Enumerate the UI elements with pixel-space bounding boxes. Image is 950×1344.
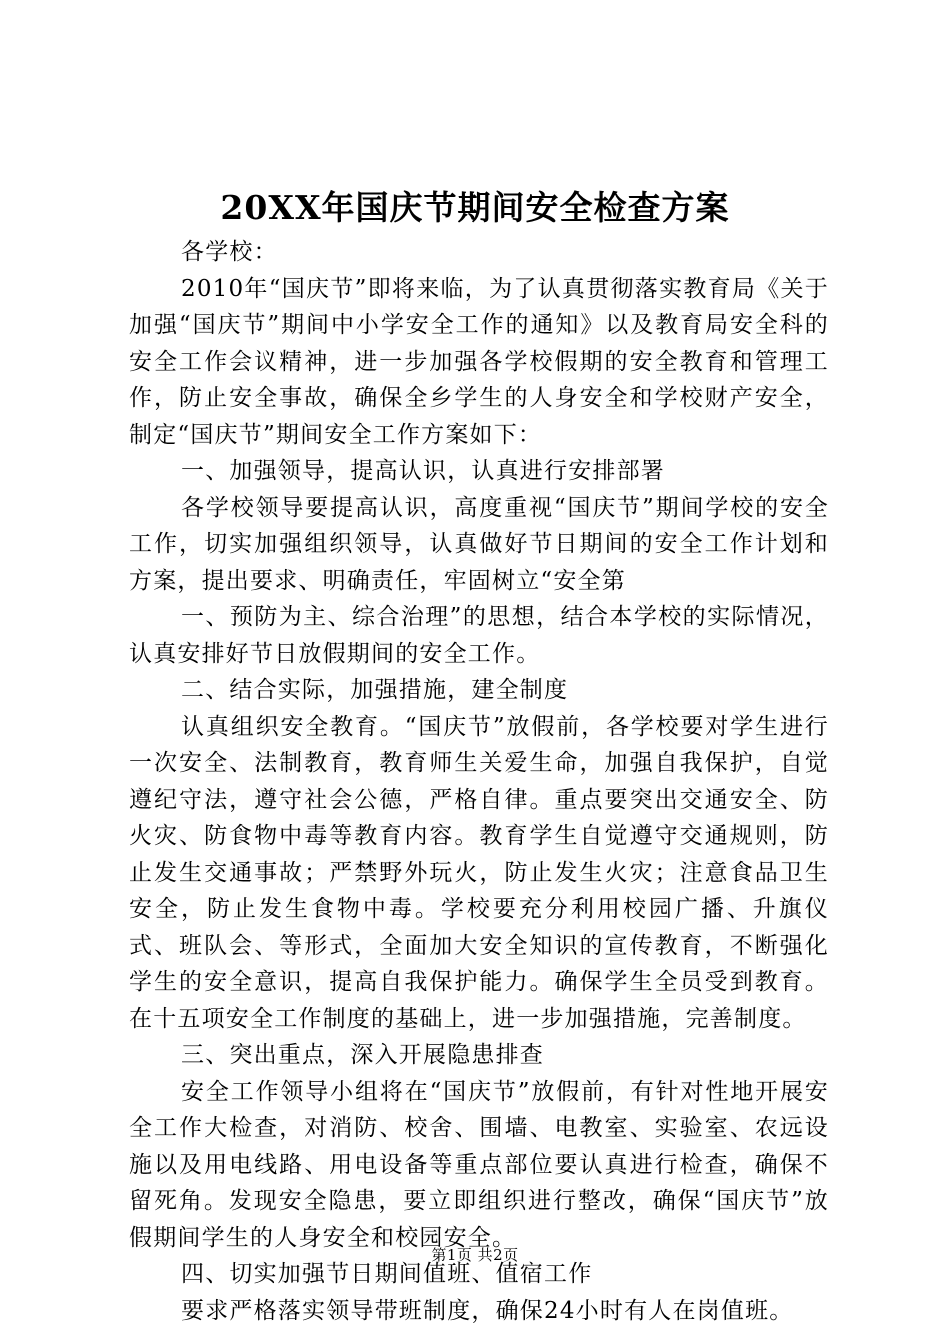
section-2-paragraph: 认真组织安全教育。“国庆节”放假前，各学校要对学生进行一次安全、法制教育，教育师生关爱生命，加强自我保护，自觉遵纪守法，遵守社会公德，严格自律。重点要突出交通安全、防火灾、防食物中毒等教育内容。教育学生自觉遵守交通规则，防止发生交通事故；严禁野外玩火，防止发生火灾；注意食品卫生安全，防止发生食物中毒。学校要充分利用校园广播、升旗仪式、班队会、等形式，全面加大安全知识的宣传教育，不断强化学生的安全意识，提高自我保护能力。确保学生全员受到教育。在十五项安全工作制度的基础上，进一步加强措施，完善制度。 [129,713,829,1032]
salutation: 各学校： [181,239,278,265]
section-1-paragraph-continued: 一、预防为主、综合治理”的思想，结合本学校的实际情况，认真安排好节日放假期间的安全工作。 [129,604,829,667]
section-1-paragraph: 各学校领导要提高认识，高度重视“国庆节”期间学校的安全工作，切实加强组织领导，认真做好节日期间的安全工作计划和方案，提出要求、明确责任，牢固树立“安全第 [129,494,829,594]
document-title: 20XX年国庆节期间安全检查方案 [220,188,730,227]
section-heading-2: 二、结合实际，加强措施，建全制度 [181,677,569,703]
section-heading-1: 一、加强领导，提高认识，认真进行安排部署 [181,458,665,484]
section-heading-4: 四、切实加强节日期间值班、值宿工作 [181,1261,593,1287]
section-heading-3: 三、突出重点，深入开展隐患排查 [181,1042,544,1068]
document-body [129,234,829,1329]
intro-paragraph: 2010年“国庆节”即将来临，为了认真贯彻落实教育局《关于加强“国庆节”期间中小学安全工作的通知》以及教育局安全科的安全工作会议精神，进一步加强各学校假期的安全教育和管理工作，防止安全事故，确保全乡学生的人身安全和学校财产安全，制定“国庆节”期间安全工作方案如下： [129,275,829,448]
section-3-paragraph: 安全工作领导小组将在“国庆节”放假前，有针对性地开展安全工作大检查，对消防、校舍、围墙、电教室、实验室、农远设施以及用电线路、用电设备等重点部位要认真进行检查，确保不留死角。发现安全隐患，要立即组织进行整改，确保“国庆节”放假期间学生的人身安全和校园安全。 [129,1078,829,1251]
section-4-paragraph: 要求严格落实领导带班制度，确保24小时有人在岗值班。 [181,1297,794,1324]
page-number-footer: 第1页 共2页 [431,1246,519,1264]
